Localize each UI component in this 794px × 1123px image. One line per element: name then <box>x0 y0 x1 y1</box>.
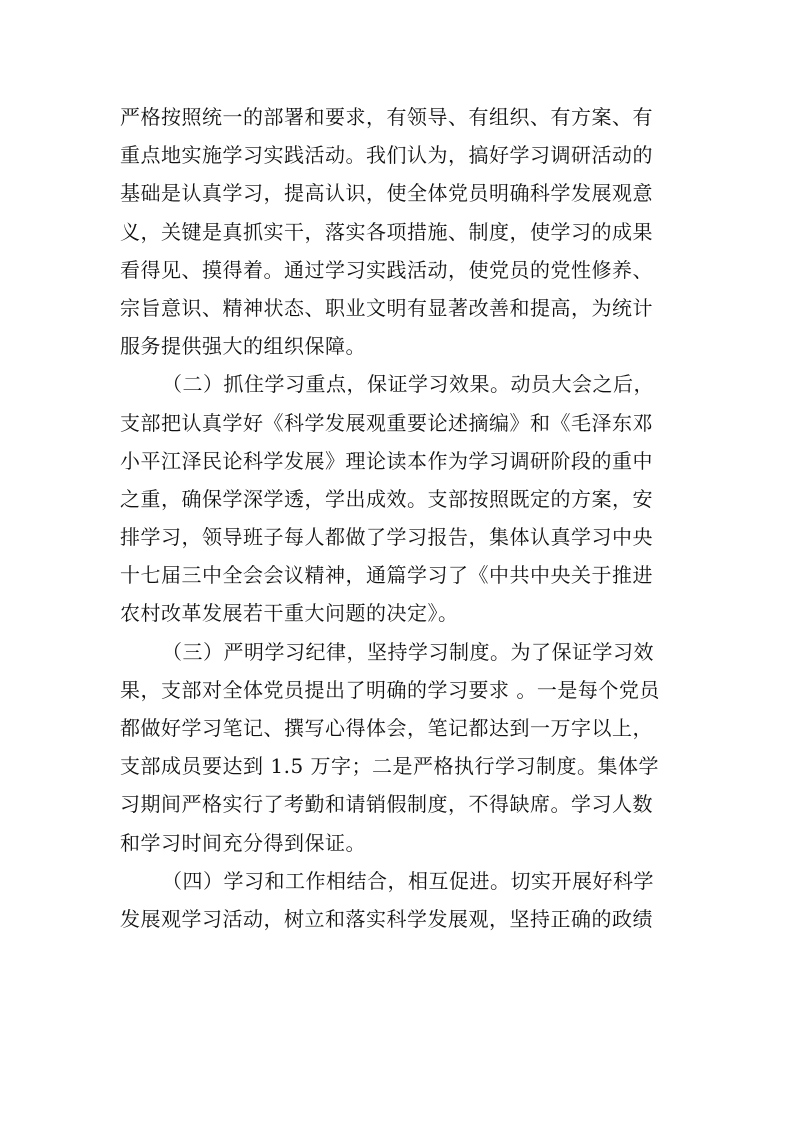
text-line: 排学习，领导班子每人都做了学习报告，集体认真学习中央 <box>120 525 653 550</box>
text-line: 看得见、摸得着。通过学习实践活动，使党员的党性修养、 <box>120 257 653 282</box>
text-line: 基础是认真学习，提高认识，使全体党员明确科学发展观意 <box>120 181 653 206</box>
text-line: 和学习时间充分得到保证。 <box>120 830 366 855</box>
text-line: 义，关键是真抓实干，落实各项措施、制度，使学习的成果 <box>120 219 653 244</box>
text-line: 农村改革发展若干重大问题的决定》。 <box>120 601 459 626</box>
text-line: 发展观学习活动，树立和落实科学发展观，坚持正确的政绩 <box>120 906 653 931</box>
text-line: 支部把认真学好《科学发展观重要论述摘编》和《毛泽东邓 <box>120 410 653 435</box>
document-body <box>120 98 680 938</box>
text-line: 宗旨意识、精神状态、职业文明有显著改善和提高，为统计 <box>120 295 653 320</box>
text-line: 重点地实施学习实践活动。我们认为，搞好学习调研活动的 <box>120 143 653 168</box>
text-line: 果，支部对全体党员提出了明确的学习要求 。一是每个党员 <box>120 677 660 702</box>
text-line: 都做好学习笔记、撰写心得体会，笔记都达到一万字以上， <box>120 716 653 740</box>
text-line: 习期间严格实行了考勤和请销假制度，不得缺席。学习人数 <box>120 792 653 817</box>
text-line: 十七届三中全会会议精神，通篇学习了《中共中央关于推进 <box>120 563 653 588</box>
text-line: 之重，确保学深学透，学出成效。支部按照既定的方案，安 <box>120 486 653 511</box>
text-line: 服务提供强大的组织保障。 <box>120 334 366 359</box>
paragraph-start-line: （二）抓住学习重点，保证学习效果。动员大会之后， <box>162 372 654 397</box>
paragraph-start-line: （三）严明学习纪律，坚持学习制度。为了保证学习效 <box>162 639 654 664</box>
text-line: 严格按照统一的部署和要求，有领导、有组织、有方案、有 <box>120 105 653 129</box>
text-line: 小平江泽民论科学发展》理论读本作为学习调研阶段的重中 <box>120 448 653 473</box>
text-line: 支部成员要达到 1.5 万字；二是严格执行学习制度。集体学 <box>120 754 660 779</box>
paragraph-start-line: （四）学习和工作相结合，相互促进。切实开展好科学 <box>162 868 654 893</box>
